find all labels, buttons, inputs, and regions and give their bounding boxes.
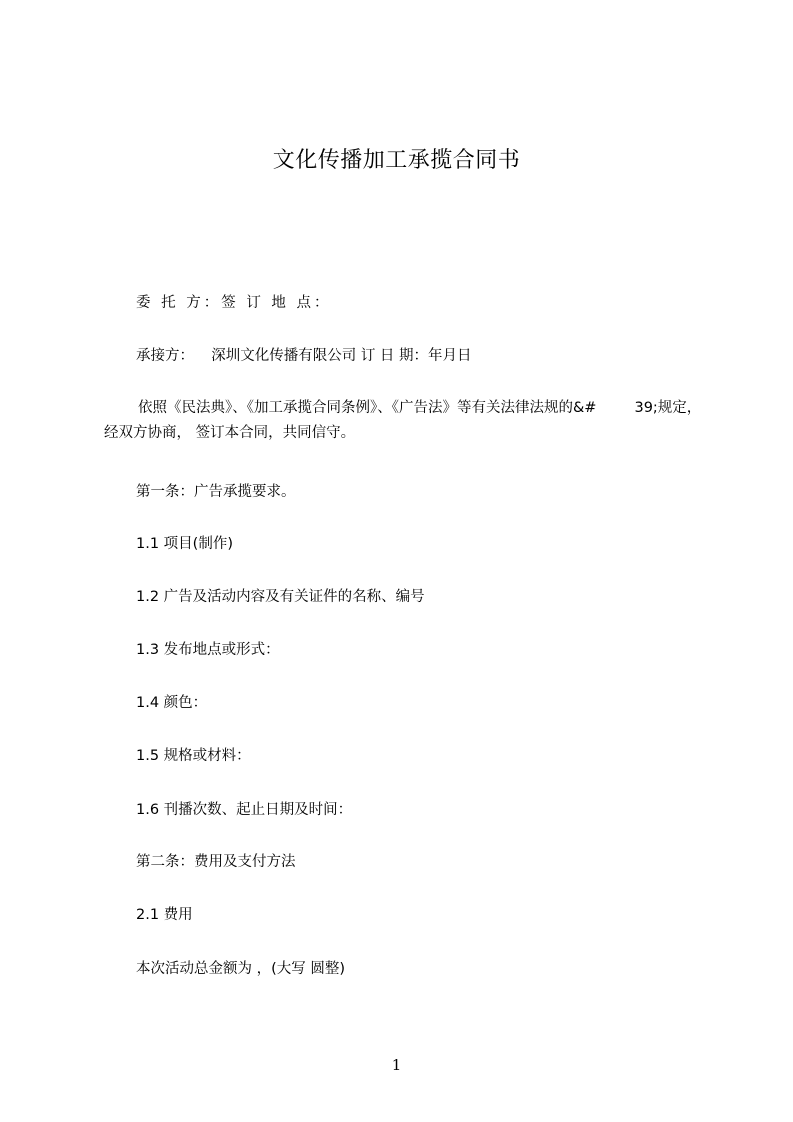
client-line: 委 托 方：签 订 地 点：	[136, 295, 332, 311]
article-2-heading: 第二条：费用及支付方法	[136, 854, 296, 870]
intro-part-2: 39;规定，	[634, 400, 702, 416]
item-1-6: 1.6 刊播次数、起止日期及时间：	[136, 802, 353, 818]
item-1-1: 1.1 项目(制作)	[136, 536, 233, 552]
intro-line-1	[104, 396, 704, 421]
item-1-4: 1.4 颜色：	[136, 695, 208, 711]
intro-line-2: 经双方协商， 签订本合同，共同信守。	[104, 425, 356, 441]
item-2-1: 2.1 费用	[136, 907, 193, 923]
intro-paragraph	[104, 396, 704, 446]
article-1-heading: 第一条：广告承揽要求。	[136, 484, 296, 500]
item-1-3: 1.3 发布地点或形式：	[136, 642, 280, 658]
contractor-value: 深圳文化传播有限公司 订 日 期：年月日	[211, 348, 472, 364]
page-number: 1	[391, 1056, 402, 1074]
contractor-line	[136, 344, 472, 365]
intro-part-1: 依照《民法典》、《加工承揽合同条例》、《广告法》等有关法律法规的&#	[138, 400, 597, 416]
total-amount-line: 本次活动总金额为 ，(大写 圆整)	[136, 961, 346, 977]
item-1-5: 1.5 规格或材料：	[136, 748, 251, 764]
contractor-label: 承接方：	[136, 348, 194, 364]
item-1-2: 1.2 广告及活动内容及有关证件的名称、编号	[136, 589, 425, 605]
document-title: 文化传播加工承揽合同书	[272, 148, 521, 173]
